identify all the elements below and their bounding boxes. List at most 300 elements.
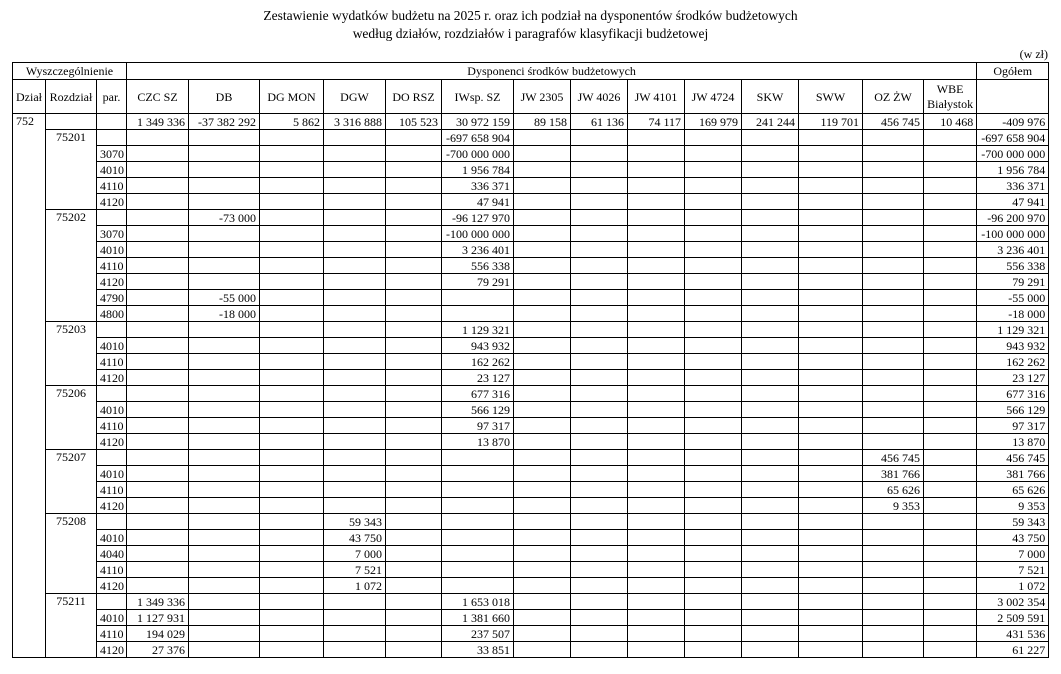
cell-value: [386, 258, 442, 274]
cell-total: 431 536: [977, 626, 1049, 642]
header-total: Ogółem: [977, 63, 1049, 80]
cell-value: [514, 146, 571, 162]
cell-value: [189, 354, 260, 370]
cell-value: [386, 306, 442, 322]
cell-value: [386, 498, 442, 514]
cell-total: 13 870: [977, 434, 1049, 450]
cell-value: [189, 162, 260, 178]
cell-value: [685, 498, 742, 514]
header-disponents: Dysponenci środków budżetowych: [127, 63, 977, 80]
cell-value: [628, 466, 685, 482]
cell-value: [324, 450, 386, 466]
cell-value: [127, 242, 189, 258]
cell-value: [189, 498, 260, 514]
cell-value: [571, 546, 628, 562]
table-row: [13, 162, 1049, 178]
cell-value: [742, 450, 799, 466]
cell-value: 1 129 321: [442, 322, 514, 338]
cell-value: [324, 482, 386, 498]
cell-value: [742, 162, 799, 178]
cell-value: [260, 178, 324, 194]
table-row: [13, 642, 1049, 658]
cell-value: [260, 242, 324, 258]
cell-value: [685, 290, 742, 306]
table-row: [13, 338, 1049, 354]
cell-total: 556 338: [977, 258, 1049, 274]
cell-rozdzial: 75208: [46, 514, 97, 594]
cell-par: 4790: [97, 290, 127, 306]
cell-value: [514, 562, 571, 578]
cell-value: [863, 258, 924, 274]
cell-value: [799, 194, 863, 210]
cell-value: 43 750: [324, 530, 386, 546]
cell-value: [260, 386, 324, 402]
cell-value: [324, 130, 386, 146]
cell-value: [127, 530, 189, 546]
cell-value: [799, 626, 863, 642]
cell-value: [514, 594, 571, 610]
cell-value: 456 745: [863, 450, 924, 466]
cell-value: [386, 226, 442, 242]
table-row: [13, 322, 1049, 338]
cell-value: [260, 322, 324, 338]
cell-value: [924, 290, 977, 306]
cell-value: [628, 226, 685, 242]
cell-value: [863, 274, 924, 290]
cell-value: [924, 226, 977, 242]
table-row: [13, 226, 1049, 242]
cell-value: [799, 354, 863, 370]
cell-par: 4110: [97, 418, 127, 434]
cell-value: 7 000: [324, 546, 386, 562]
cell-value: [260, 450, 324, 466]
table-row: [13, 546, 1049, 562]
cell-value: [571, 594, 628, 610]
table-row: [13, 594, 1049, 610]
cell-value: [571, 498, 628, 514]
cell-par: 4010: [97, 162, 127, 178]
cell-value: [514, 434, 571, 450]
cell-value: [324, 242, 386, 258]
cell-value: [189, 482, 260, 498]
cell-value: [514, 642, 571, 658]
cell-value: [514, 274, 571, 290]
cell-value: [863, 370, 924, 386]
cell-value: 169 979: [685, 114, 742, 130]
cell-total: -55 000: [977, 290, 1049, 306]
cell-value: [799, 402, 863, 418]
cell-value: [324, 642, 386, 658]
cell-value: [514, 226, 571, 242]
cell-value: [799, 258, 863, 274]
cell-value: [442, 498, 514, 514]
cell-value: [924, 242, 977, 258]
cell-value: [924, 626, 977, 642]
cell-value: [628, 146, 685, 162]
cell-value: [324, 322, 386, 338]
cell-value: [924, 306, 977, 322]
cell-value: [628, 594, 685, 610]
table-row: [13, 290, 1049, 306]
cell-value: [628, 546, 685, 562]
cell-value: [863, 594, 924, 610]
cell-value: [260, 482, 324, 498]
cell-value: [189, 626, 260, 642]
cell-value: [514, 290, 571, 306]
cell-value: [924, 354, 977, 370]
cell-value: [260, 626, 324, 642]
table-row: [13, 418, 1049, 434]
cell-value: [442, 450, 514, 466]
cell-value: [514, 386, 571, 402]
cell-value: [628, 402, 685, 418]
cell-value: [260, 274, 324, 290]
cell-total: 566 129: [977, 402, 1049, 418]
cell-value: [386, 482, 442, 498]
cell-value: [571, 290, 628, 306]
cell-value: [127, 386, 189, 402]
cell-value: [742, 418, 799, 434]
cell-value: 1 653 018: [442, 594, 514, 610]
cell-value: [742, 242, 799, 258]
cell-value: 105 523: [386, 114, 442, 130]
cell-value: [127, 418, 189, 434]
cell-value: [685, 338, 742, 354]
cell-value: [324, 402, 386, 418]
cell-par: [97, 322, 127, 338]
cell-value: [924, 594, 977, 610]
cell-value: [924, 210, 977, 226]
cell-value: [685, 562, 742, 578]
cell-value: [442, 482, 514, 498]
cell-total: -697 658 904: [977, 130, 1049, 146]
cell-value: 1 349 336: [127, 594, 189, 610]
cell-value: [571, 562, 628, 578]
cell-value: [628, 242, 685, 258]
cell-par: [97, 594, 127, 610]
cell-value: [324, 610, 386, 626]
cell-par: 4120: [97, 498, 127, 514]
cell-value: 566 129: [442, 402, 514, 418]
cell-value: [685, 402, 742, 418]
cell-value: [386, 162, 442, 178]
cell-value: [799, 306, 863, 322]
cell-value: [571, 610, 628, 626]
cell-value: [514, 370, 571, 386]
cell-value: [924, 450, 977, 466]
cell-total: 677 316: [977, 386, 1049, 402]
cell-value: 3 316 888: [324, 114, 386, 130]
cell-value: [799, 290, 863, 306]
cell-total: 79 291: [977, 274, 1049, 290]
cell-value: [189, 130, 260, 146]
cell-value: 5 862: [260, 114, 324, 130]
cell-value: [386, 210, 442, 226]
cell-value: 336 371: [442, 178, 514, 194]
cell-value: [127, 210, 189, 226]
cell-value: [514, 178, 571, 194]
cell-value: 9 353: [863, 498, 924, 514]
cell-value: [628, 274, 685, 290]
cell-value: [628, 306, 685, 322]
cell-value: [514, 402, 571, 418]
cell-value: [799, 322, 863, 338]
cell-par: [97, 114, 127, 130]
cell-value: [685, 418, 742, 434]
cell-value: [863, 546, 924, 562]
cell-value: [324, 594, 386, 610]
cell-rozdzial: 75202: [46, 210, 97, 322]
cell-value: [571, 450, 628, 466]
cell-value: [628, 498, 685, 514]
cell-value: [189, 370, 260, 386]
cell-value: [442, 562, 514, 578]
cell-value: [260, 194, 324, 210]
cell-value: [127, 274, 189, 290]
cell-par: 4010: [97, 242, 127, 258]
cell-value: [514, 322, 571, 338]
cell-value: [799, 178, 863, 194]
cell-total: 162 262: [977, 354, 1049, 370]
cell-par: 3070: [97, 226, 127, 242]
cell-value: [386, 562, 442, 578]
cell-value: [324, 386, 386, 402]
cell-value: [189, 450, 260, 466]
cell-value: [324, 434, 386, 450]
cell-value: [742, 258, 799, 274]
cell-value: [127, 434, 189, 450]
cell-value: [799, 482, 863, 498]
cell-value: [863, 434, 924, 450]
header-disponent: SWW: [799, 80, 863, 114]
cell-value: [386, 130, 442, 146]
cell-value: [799, 226, 863, 242]
cell-value: [189, 546, 260, 562]
cell-value: [742, 530, 799, 546]
cell-par: [97, 210, 127, 226]
cell-value: [863, 306, 924, 322]
cell-value: [127, 354, 189, 370]
cell-total: 1 072: [977, 578, 1049, 594]
cell-value: [628, 258, 685, 274]
cell-value: [127, 450, 189, 466]
cell-value: [799, 146, 863, 162]
cell-value: 1 072: [324, 578, 386, 594]
cell-value: [260, 498, 324, 514]
cell-value: [127, 178, 189, 194]
header-disponent: WBE Białystok: [924, 80, 977, 114]
cell-value: [742, 370, 799, 386]
cell-value: [260, 594, 324, 610]
cell-value: 59 343: [324, 514, 386, 530]
cell-value: [189, 466, 260, 482]
table-row: [13, 274, 1049, 290]
cell-value: [127, 306, 189, 322]
cell-value: 194 029: [127, 626, 189, 642]
cell-value: [863, 402, 924, 418]
header-disponent: CZC SZ: [127, 80, 189, 114]
cell-value: [260, 562, 324, 578]
cell-value: [386, 354, 442, 370]
cell-value: [386, 642, 442, 658]
cell-value: [514, 626, 571, 642]
cell-value: [127, 258, 189, 274]
cell-value: [127, 578, 189, 594]
header-disponent: JW 4026: [571, 80, 628, 114]
cell-value: [386, 578, 442, 594]
cell-value: [127, 226, 189, 242]
cell-value: [260, 402, 324, 418]
cell-value: [924, 146, 977, 162]
cell-value: [628, 322, 685, 338]
cell-value: [863, 322, 924, 338]
cell-total: 9 353: [977, 498, 1049, 514]
cell-value: [863, 210, 924, 226]
cell-total: 1 129 321: [977, 322, 1049, 338]
cell-value: [189, 146, 260, 162]
cell-value: [799, 450, 863, 466]
cell-par: 4110: [97, 354, 127, 370]
cell-value: [571, 578, 628, 594]
table-row: [13, 306, 1049, 322]
cell-value: 3 236 401: [442, 242, 514, 258]
cell-par: 4110: [97, 482, 127, 498]
cell-value: [742, 322, 799, 338]
cell-value: [324, 258, 386, 274]
table-row: [13, 146, 1049, 162]
table-row: [13, 386, 1049, 402]
cell-value: [324, 226, 386, 242]
cell-value: [863, 354, 924, 370]
cell-value: [742, 610, 799, 626]
cell-value: [924, 514, 977, 530]
cell-total: 943 932: [977, 338, 1049, 354]
cell-value: [189, 402, 260, 418]
cell-value: [685, 178, 742, 194]
cell-value: [260, 466, 324, 482]
cell-value: -73 000: [189, 210, 260, 226]
cell-value: [189, 274, 260, 290]
cell-value: [742, 290, 799, 306]
cell-value: [628, 386, 685, 402]
cell-value: [863, 642, 924, 658]
cell-value: 943 932: [442, 338, 514, 354]
cell-value: [863, 290, 924, 306]
cell-value: [924, 178, 977, 194]
cell-value: [127, 146, 189, 162]
cell-value: 30 972 159: [442, 114, 514, 130]
header-disponent: DG MON: [260, 80, 324, 114]
cell-value: [514, 242, 571, 258]
cell-value: [571, 434, 628, 450]
cell-value: [189, 178, 260, 194]
cell-value: -96 127 970: [442, 210, 514, 226]
cell-value: [442, 578, 514, 594]
table-row: [13, 354, 1049, 370]
cell-value: [799, 386, 863, 402]
cell-value: [685, 530, 742, 546]
cell-value: [260, 162, 324, 178]
cell-value: 97 317: [442, 418, 514, 434]
header-disponent: OZ ŻW: [863, 80, 924, 114]
cell-value: [189, 530, 260, 546]
cell-value: [324, 146, 386, 162]
cell-par: 4110: [97, 626, 127, 642]
cell-value: [127, 338, 189, 354]
cell-value: [742, 514, 799, 530]
cell-value: [924, 610, 977, 626]
cell-value: [324, 210, 386, 226]
cell-value: [386, 434, 442, 450]
table-row: [13, 450, 1049, 466]
cell-value: [324, 466, 386, 482]
cell-value: [189, 386, 260, 402]
cell-value: [685, 130, 742, 146]
cell-rozdzial: 75206: [46, 386, 97, 450]
cell-value: [863, 418, 924, 434]
cell-value: [571, 146, 628, 162]
cell-value: [260, 290, 324, 306]
cell-value: [127, 402, 189, 418]
cell-par: 4120: [97, 578, 127, 594]
cell-value: [386, 546, 442, 562]
cell-value: [685, 450, 742, 466]
cell-par: 4800: [97, 306, 127, 322]
cell-total: -700 000 000: [977, 146, 1049, 162]
cell-value: [571, 418, 628, 434]
cell-value: [628, 162, 685, 178]
cell-value: [799, 242, 863, 258]
cell-value: [127, 130, 189, 146]
cell-value: -700 000 000: [442, 146, 514, 162]
header-spec: Wyszczególnienie: [13, 63, 127, 80]
cell-value: 33 851: [442, 642, 514, 658]
cell-value: [324, 194, 386, 210]
cell-rozdzial: 75211: [46, 594, 97, 658]
cell-value: [324, 306, 386, 322]
cell-value: [127, 194, 189, 210]
table-row: [13, 578, 1049, 594]
cell-value: [742, 130, 799, 146]
cell-value: [742, 578, 799, 594]
cell-total: 381 766: [977, 466, 1049, 482]
cell-value: [799, 210, 863, 226]
cell-value: [386, 386, 442, 402]
cell-value: [571, 626, 628, 642]
cell-value: 1 127 931: [127, 610, 189, 626]
header-disponent: IWsp. SZ: [442, 80, 514, 114]
header-par: par.: [97, 80, 127, 114]
cell-value: [799, 642, 863, 658]
cell-value: [685, 210, 742, 226]
cell-value: 7 521: [324, 562, 386, 578]
cell-value: [386, 322, 442, 338]
cell-value: [260, 514, 324, 530]
cell-value: 1 956 784: [442, 162, 514, 178]
cell-value: [260, 530, 324, 546]
cell-value: [685, 226, 742, 242]
table-row: [13, 194, 1049, 210]
cell-value: [742, 546, 799, 562]
cell-value: [742, 178, 799, 194]
cell-value: [127, 546, 189, 562]
cell-value: [324, 178, 386, 194]
cell-value: [514, 418, 571, 434]
cell-value: [685, 626, 742, 642]
cell-par: 4010: [97, 530, 127, 546]
cell-value: [685, 546, 742, 562]
cell-value: [324, 162, 386, 178]
